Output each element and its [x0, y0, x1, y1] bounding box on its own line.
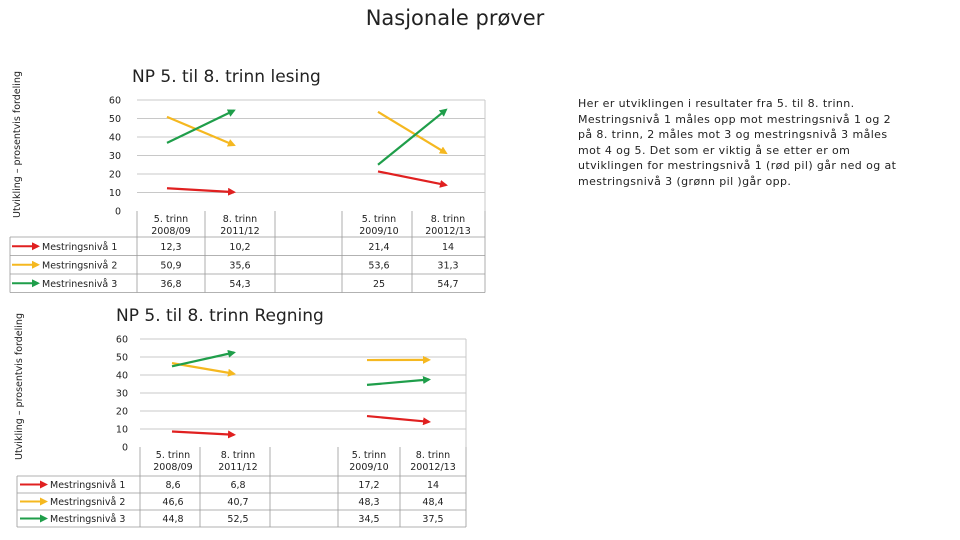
lesing-data-label: 54,3 — [229, 278, 251, 290]
lesing-col-header: 8. trinn — [430, 214, 466, 225]
chart-title-lesing: NP 5. til 8. trinn lesing — [132, 67, 321, 87]
regning-y-tick: 20 — [115, 406, 128, 418]
regning-data-label: 44,8 — [162, 514, 184, 525]
lesing-col-header: 2009/10 — [359, 226, 399, 237]
lesing-data-label: 31,3 — [437, 260, 459, 272]
regning-data-label: 8,6 — [165, 480, 181, 491]
lesing-data-label: 14 — [441, 241, 455, 253]
lesing-col-header: 5. trinn — [361, 214, 397, 225]
lesing-y-tick: 60 — [108, 95, 121, 107]
lesing-y-tick: 50 — [108, 114, 121, 125]
lesing-col-header: 8. trinn — [222, 214, 258, 225]
regning-y-tick: 40 — [115, 370, 128, 382]
lesing-col-header: 5. trinn — [153, 214, 189, 225]
regning-data-label: 40,7 — [227, 497, 249, 508]
y-axis-label-lesing: Utvikling – prosentvis fordeling — [12, 71, 23, 218]
lesing-data-label: 35,6 — [229, 260, 251, 272]
regning-trend-arrow — [172, 432, 234, 435]
description-text: Her er utviklingen i resultater fra 5. til 8. trinn. Mestringsnivå 1 måles opp mot mestringsnivå 1 og 2 på 8. trinn, 2 måles mot 3 og mestringsnivå 3 måles mot 4 og 5. Det som er viktig å se etter er om utviklingen for mestringsnivå 1 (rød pil) går ned og at mestringsnivå 3 (grønn pil )går opp. — [578, 97, 897, 188]
lesing-y-tick: 30 — [108, 151, 121, 162]
y-axis-label-regning: Utvikling – prosentvis fordeling — [14, 313, 25, 460]
regning-trend-arrow — [367, 380, 429, 385]
regning-legend-label: Mestringsnivå 2 — [50, 497, 126, 508]
lesing-data-label: 36,8 — [160, 278, 182, 290]
regning-col-header: 20012/13 — [410, 462, 456, 473]
page-title: Nasjonale prøver — [365, 6, 545, 30]
lesing-y-tick: 0 — [114, 206, 121, 218]
lesing-legend-label: Mestringsnivå 2 — [42, 260, 118, 272]
lesing-data-label: 21,4 — [368, 241, 390, 253]
regning-y-tick: 50 — [115, 352, 128, 364]
lesing-data-label: 53,6 — [368, 260, 390, 272]
lesing-legend-label: Mestrinesnivå 3 — [42, 278, 118, 290]
regning-trend-arrow — [172, 353, 234, 367]
regning-trend-arrow — [367, 416, 429, 422]
regning-legend-label: Mestringsnivå 1 — [50, 480, 126, 491]
regning-data-label: 37,5 — [422, 514, 444, 525]
regning-y-tick: 30 — [115, 388, 128, 400]
regning-y-tick: 60 — [115, 334, 128, 346]
lesing-data-label: 50,9 — [160, 260, 182, 272]
lesing-col-header: 20012/13 — [425, 226, 471, 237]
regning-data-label: 6,8 — [230, 480, 246, 491]
regning-data-label: 46,6 — [162, 497, 184, 508]
regning-col-header: 5. trinn — [351, 450, 387, 461]
regning-col-header: 2008/09 — [153, 462, 193, 473]
lesing-y-tick: 40 — [108, 132, 121, 144]
regning-data-label: 17,2 — [358, 480, 380, 491]
regning-col-header: 2009/10 — [349, 462, 389, 473]
lesing-data-label: 10,2 — [229, 241, 251, 253]
regning-y-tick: 0 — [121, 442, 128, 454]
regning-col-header: 5. trinn — [155, 450, 191, 461]
lesing-data-label: 54,7 — [437, 278, 459, 290]
regning-data-label: 48,3 — [358, 497, 380, 508]
lesing-data-label: 25 — [372, 278, 386, 290]
regning-col-header: 2011/12 — [218, 462, 258, 473]
lesing-y-tick: 10 — [108, 188, 121, 199]
lesing-col-header: 2008/09 — [151, 226, 191, 237]
regning-col-header: 8. trinn — [415, 450, 451, 461]
lesing-legend-label: Mestringsnivå 1 — [42, 241, 118, 253]
regning-col-header: 8. trinn — [220, 450, 256, 461]
lesing-data-label: 12,3 — [160, 241, 182, 253]
regning-data-label: 52,5 — [227, 514, 249, 525]
chart-title-regning: NP 5. til 8. trinn Regning — [116, 306, 324, 326]
regning-data-label: 48,4 — [422, 497, 444, 508]
regning-legend-label: Mestringsnivå 3 — [50, 514, 126, 525]
regning-data-label: 34,5 — [358, 514, 380, 525]
lesing-col-header: 2011/12 — [220, 226, 260, 237]
regning-data-label: 14 — [426, 480, 440, 491]
regning-y-tick: 10 — [115, 424, 128, 436]
lesing-y-tick: 20 — [108, 169, 121, 181]
